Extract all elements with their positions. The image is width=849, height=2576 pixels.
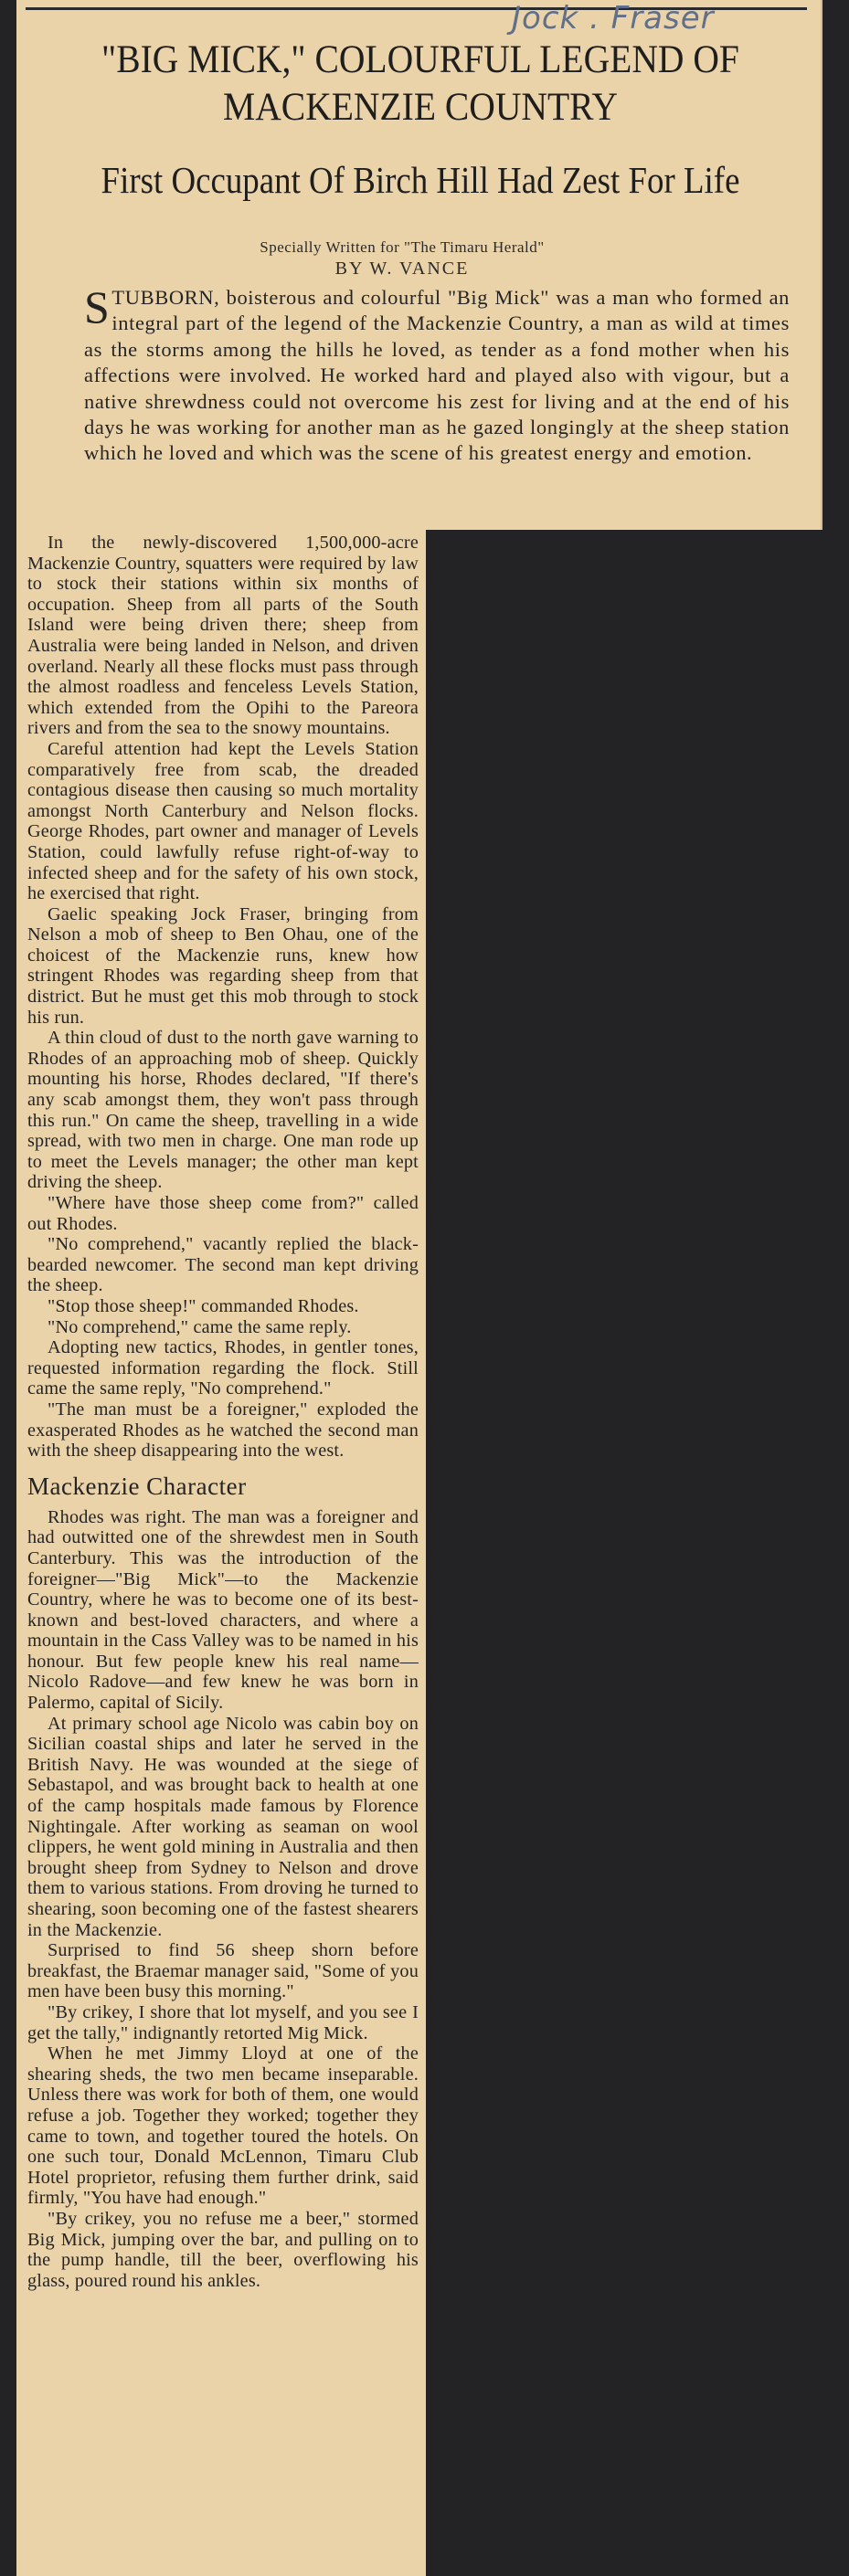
- article-paragraph: Careful attention had kept the Levels Station comparatively free from scab, the dreaded contagious disease then causing so much mortality amongst North Canterbury and Nelson flocks. George Rhodes, part owner and manager of Levels Station, could lawfully refuse right-of-way to infected sheep and for the safety of his own stock, he exercised that right.: [27, 738, 419, 904]
- section-heading: Mackenzie Character: [27, 1472, 247, 1500]
- article-paragraph: Gaelic speaking Jock Fraser, bringing from Nelson a mob of sheep to Ben Ohau, one of the choicest of the Mackenzie runs, knew how stringent Rhodes was regarding sheep from that district. But he must get this mob through to stock his run.: [27, 903, 419, 1028]
- article-paragraph: "Where have those sheep come from?" called out Rhodes.: [27, 1193, 419, 1234]
- headline: "BIG MICK," COLOURFUL LEGEND OF MACKENZIE COUNTRY: [101, 38, 739, 129]
- byline: BY W. VANCE: [334, 259, 470, 279]
- intro-paragraph: [84, 281, 790, 467]
- article-paragraph: "The man must be a foreigner," exploded the exasperated Rhodes as he watched the second man with the sheep disappearing into the west.: [27, 1399, 419, 1462]
- article-paragraph: In the newly-discovered 1,500,000-acre Mackenzie Country, squatters were required by law to stock their stations within six months of occupation. Sheep from all parts of the South Island were being driven there; sheep from Australia were being landed in Nelson, and driven overland. Nearly all these flocks must pass through the almost roadless and fenceless Levels Station, which extended from the Opihi to the Pareora rivers and from the sea to the snowy mountains.: [27, 533, 419, 739]
- article-paragraph: Adopting new tactics, Rhodes, in gentler tones, requested information regarding the flock. Still came the same reply, "No comprehend.": [27, 1337, 419, 1399]
- article-paragraph: Surprised to find 56 sheep shorn before breakfast, the Braemar manager said, "Some of you men have been busy this morning.": [27, 1940, 419, 2002]
- article-paragraph: Rhodes was right. The man was a foreigner and had outwitted one of the shrewdest men in South Canterbury. This was the introduction of the foreigner—"Big Mick"—to the Mackenzie Country, where he was to become one of its best-known and best-loved characters, and where a mountain in the Cass Valley was to be named in his honour. But few people knew his real name—Nicolo Radove—and few knew he was born in Palermo, capital of Sicily.: [27, 1506, 419, 1714]
- article-paragraph: "Stop those sheep!" commanded Rhodes.: [48, 1295, 359, 1316]
- article-paragraph: "No comprehend," came the same reply.: [48, 1316, 352, 1337]
- subheadline: First Occupant Of Birch Hill Had Zest For Life: [101, 159, 740, 201]
- intro-text: TUBBORN, boisterous and colourful "Big Mick" was a man who formed an integral part of the legend of the Mackenzie Country, a man as wild at times as the storms among the hills he loved, as tender as a fond mother when his affections were involved. He worked hard and played also with vigour, but a native shrewdness could not overcome his zest for living and at the end of his days he was working for another man as he gazed longingly at the sheep station which he loved and which was the scene of his greatest energy and emotion.: [84, 286, 790, 465]
- drop-cap: S: [84, 281, 111, 333]
- article-paragraph: A thin cloud of dust to the north gave warning to Rhodes of an approaching mob of sheep. Quickly mounting his horse, Rhodes declared, "If there's any scab amongst them, they won't pass through this run." On came the sheep, travelling in a wide spread, with two men in charge. One man rode up to meet the Levels manager; the other man kept driving the sheep.: [27, 1028, 419, 1193]
- credit-line: Specially Written for "The Timaru Herald": [260, 238, 545, 256]
- article-paragraph: "No comprehend," vacantly replied the black-bearded newcomer. The second man kept driving the sheep.: [27, 1234, 419, 1296]
- handwritten-note: Jock . Fraser: [512, 0, 715, 37]
- article-column: [27, 533, 419, 2291]
- article-paragraph: "By crikey, I shore that lot myself, and you see I get the tally," indignantly retorted Mig Mick.: [27, 2001, 419, 2043]
- article-paragraph: At primary school age Nicolo was cabin boy on Sicilian coastal ships and later he served in the British Navy. He was wounded at the siege of Sebastapol, and was brought back to health at one of the camp hospitals made famous by Florence Nightingale. After working as seaman on wool clippers, he went gold mining in Australia and then brought sheep from Sydney to Nelson and drove them to various stations. From droving he turned to shearing, soon becoming one of the fastest shearers in the Mackenzie.: [27, 1713, 419, 1940]
- article-paragraph: "By crikey, you no refuse me a beer," stormed Big Mick, jumping over the bar, and pulling on to the pump handle, till the beer, overflowing his glass, poured round his ankles.: [27, 2208, 419, 2291]
- article-paragraph: When he met Jimmy Lloyd at one of the shearing sheds, the two men became inseparable. Unless there was work for both of them, one would refuse a job. Together they worked; together they came to town, and together toured the hotels. On one such tour, Donald McLennon, Timaru Club Hotel proprietor, refusing them further drink, said firmly, "You have had enough.": [27, 2043, 419, 2209]
